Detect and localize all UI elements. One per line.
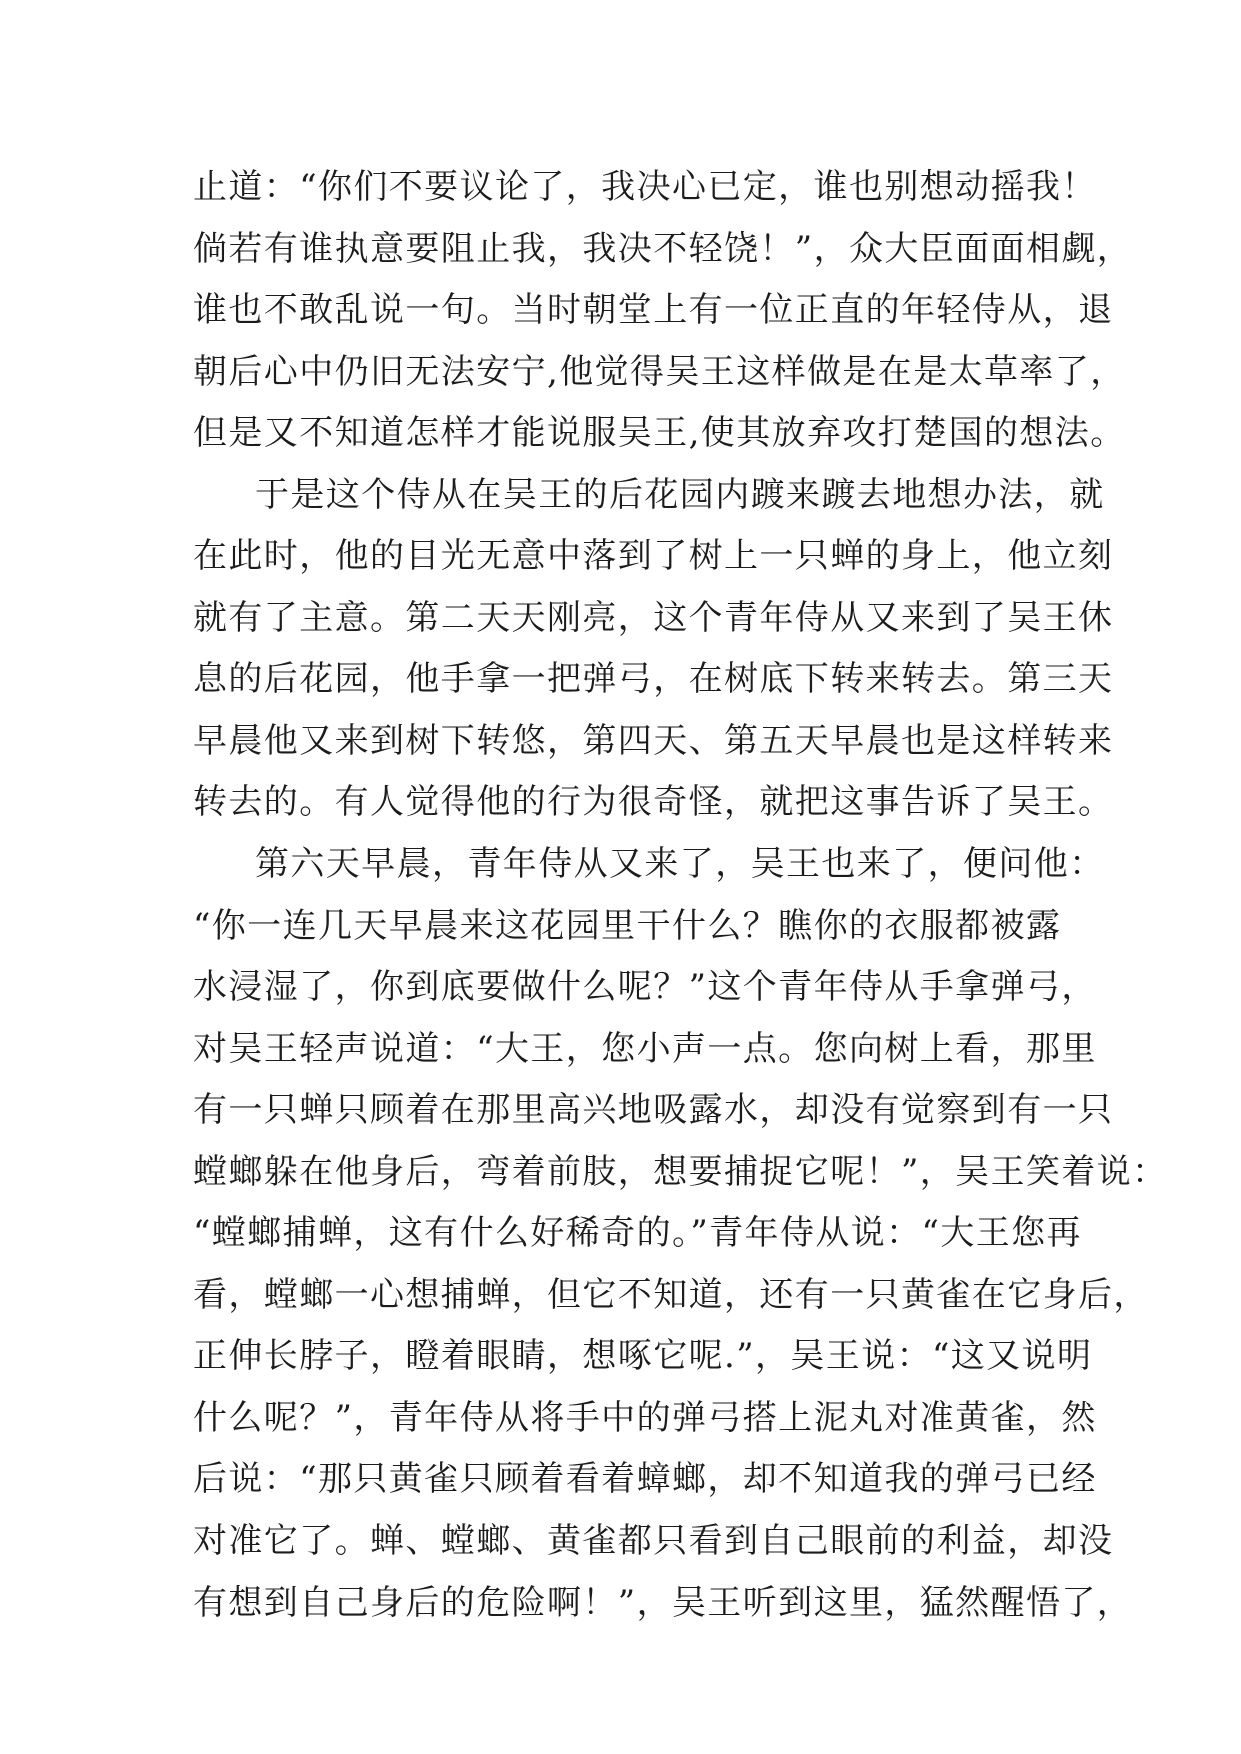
text-line: 朝后心中仍旧无法安宁,他觉得吴王这样做是在是太草率了，: [193, 351, 1126, 392]
text-line: 早晨他又来到树下转悠，第四天、第五天早晨也是这样转来: [193, 720, 1114, 761]
body-text: [193, 157, 1168, 1634]
text-line: 就有了主意。第二天天刚亮，这个青年侍从又来到了吴王休: [193, 597, 1114, 638]
text-line: 息的后花园，他手拿一把弹弓，在树底下转来转去。第三天: [193, 659, 1114, 700]
text-line: 在此时，他的目光无意中落到了树上一只蝉的身上，他立刻: [193, 536, 1114, 577]
text-line: 正伸长脖子，瞪着眼睛，想啄它呢.”，吴王说：“这又说明: [193, 1336, 1093, 1377]
text-line: 有想到自己身后的危险啊！”，吴王听到这里，猛然醒悟了，: [193, 1582, 1133, 1623]
paragraph-first-line: 第六天早晨，青年侍从又来了，吴王也来了，便问他：: [255, 844, 1105, 885]
text-line: “你一连几天早晨来这花园里干什么？瞧你的衣服都被露: [193, 905, 1062, 946]
text-line: 有一只蝉只顾着在那里高兴地吸露水，却没有觉察到有一只: [193, 1090, 1114, 1131]
text-line: 谁也不敢乱说一句。当时朝堂上有一位正直的年轻侍从，退: [193, 290, 1114, 331]
text-line: 对准它了。蝉、螳螂、黄雀都只看到自己眼前的利益，却没: [193, 1521, 1114, 1562]
text-line: 水浸湿了，你到底要做什么呢？”这个青年侍从手拿弹弓，: [193, 967, 1097, 1008]
text-line: 螳螂躲在他身后，弯着前肢，想要捕捉它呢！”，吴王笑着说：: [193, 1151, 1168, 1192]
text-line: 看，螳螂一心想捕蝉，但它不知道，还有一只黄雀在它身后，: [193, 1274, 1149, 1315]
text-line: 止道：“你们不要议论了，我决心已定，谁也别想动摇我！: [193, 167, 1097, 207]
text-line: 对吴王轻声说道：“大王，您小声一点。您向树上看，那里: [193, 1028, 1097, 1069]
text-line: 倘若有谁执意要阻止我，我决不轻饶！”，众大臣面面相觑，: [193, 228, 1133, 269]
text-line: 什么呢？”，青年侍从将手中的弹弓搭上泥丸对准黄雀，然: [193, 1397, 1097, 1438]
text-line: 但是又不知道怎样才能说服吴王,使其放弃攻打楚国的想法。: [193, 413, 1126, 454]
text-line: 转去的。有人觉得他的行为很奇怪，就把这事告诉了吴王。: [193, 782, 1114, 823]
text-line: “螳螂捕蝉，这有什么好稀奇的。”青年侍从说：“大王您再: [193, 1213, 1082, 1254]
paragraph-first-line: 于是这个侍从在吴王的后花园内踱来踱去地想办法，就: [255, 474, 1105, 515]
text-line: 后说：“那只黄雀只顾着看着蟑螂，却不知道我的弹弓已经: [193, 1459, 1097, 1500]
